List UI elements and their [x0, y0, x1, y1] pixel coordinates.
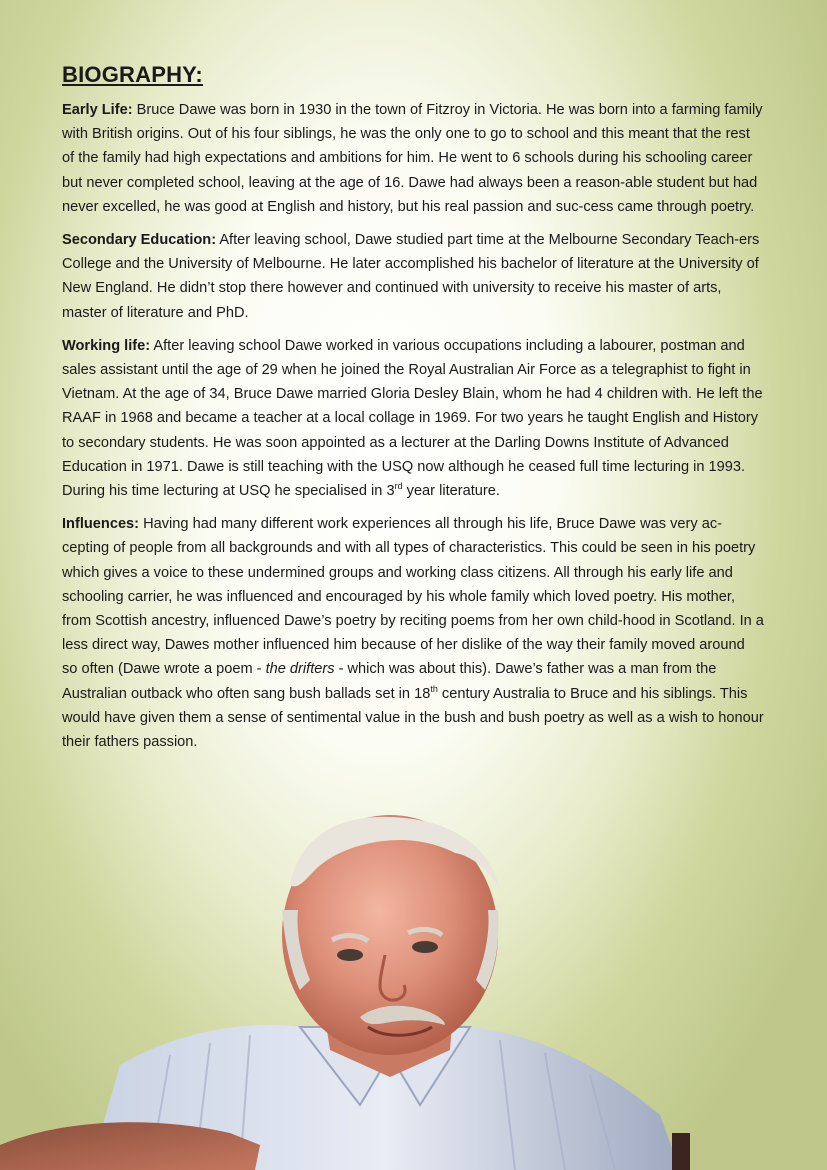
influences-paragraph — [62, 512, 764, 754]
page-title: BIOGRAPHY: — [62, 62, 203, 87]
early-life-paragraph — [62, 98, 764, 219]
working-life-text-end: year literature. — [402, 483, 500, 500]
early-life-label: Early Life: — [62, 102, 133, 118]
influences-text-middle: - which was about this). Dawe’s father was a man from the Australian outback who often sang bush ballads set in 18 — [62, 661, 717, 702]
influences-label: Influences: — [62, 516, 140, 533]
secondary-education-paragraph — [62, 228, 764, 325]
ordinal-superscript: rd — [394, 481, 403, 492]
secondary-education-label: Secondary Education: — [62, 232, 217, 249]
portrait-photo — [0, 815, 690, 1170]
influences-text: Having had many different work experiences all through his life, Bruce Dawe was very ac-cepting of people from all backgrounds and with all types of characteristics. This could be seen in his poetry which gives a voice to these undermined groups and working class citizens. All through his early life and schooling carrier, he was influenced and encouraged by his whole family which loved poetry. His mother, from Scottish ancestry, influenced Dawe’s poetry by reciting poems from her own child-hood in Scotland. In a less direct way, Dawes mother influenced him because of her dislike of the way their family moved around so often (Dawe wrote a poem - — [62, 516, 764, 678]
biography-page — [62, 62, 764, 763]
working-life-label: Working life: — [62, 337, 151, 354]
working-life-paragraph — [62, 334, 764, 503]
secondary-education-text: After leaving school, Dawe studied part time at the Melbourne Secondary Teach-ers College and the University of Melbourne. He later accomplished his bachelor of literature at the University of New England. He didn’t stop there however and continued with university to receive his master of arts, master of literature and PhD. — [62, 232, 760, 321]
ordinal-superscript: th — [430, 683, 438, 694]
working-life-text: After leaving school Dawe worked in various occupations including a labourer, postman and sales assistant until the age of 29 when he joined the Royal Australian Air Force as a telegraphist to fight in Vietnam. At the age of 34, Bruce Dawe married Gloria Desley Blain, whom he had 4 children with. He left the RAAF in 1968 and became a teacher at a local collage in 1969. For two years he taught English and History to secondary students. He was soon appointed as a lecturer at the Darling Downs Institute of Advanced Education in 1971. Dawe is still teaching with the USQ now although he ceased full time lecturing in 1993. During his time lecturing at USQ he specialised in 3 — [62, 337, 763, 500]
poem-title: the drifters — [265, 661, 335, 678]
early-life-text: Bruce Dawe was born in 1930 in the town of Fitzroy in Victoria. He was born into a farming family with British origins. Out of his four siblings, he was the only one to go to school and this meant that the rest of the family had high expectations and ambitions for him. He went to 6 schools during his schooling career but never completed school, leaving at the age of 16. Dawe had always been a reason-able student but had never excelled, he was good at English and history, but his real passion and suc-cess came through poetry. — [62, 102, 763, 215]
influences-text-end: century Australia to Bruce and his siblings. This would have given them a sense of sentimental value in the bush and bush poetry as well as a wish to honour their fathers passion. — [62, 685, 764, 751]
